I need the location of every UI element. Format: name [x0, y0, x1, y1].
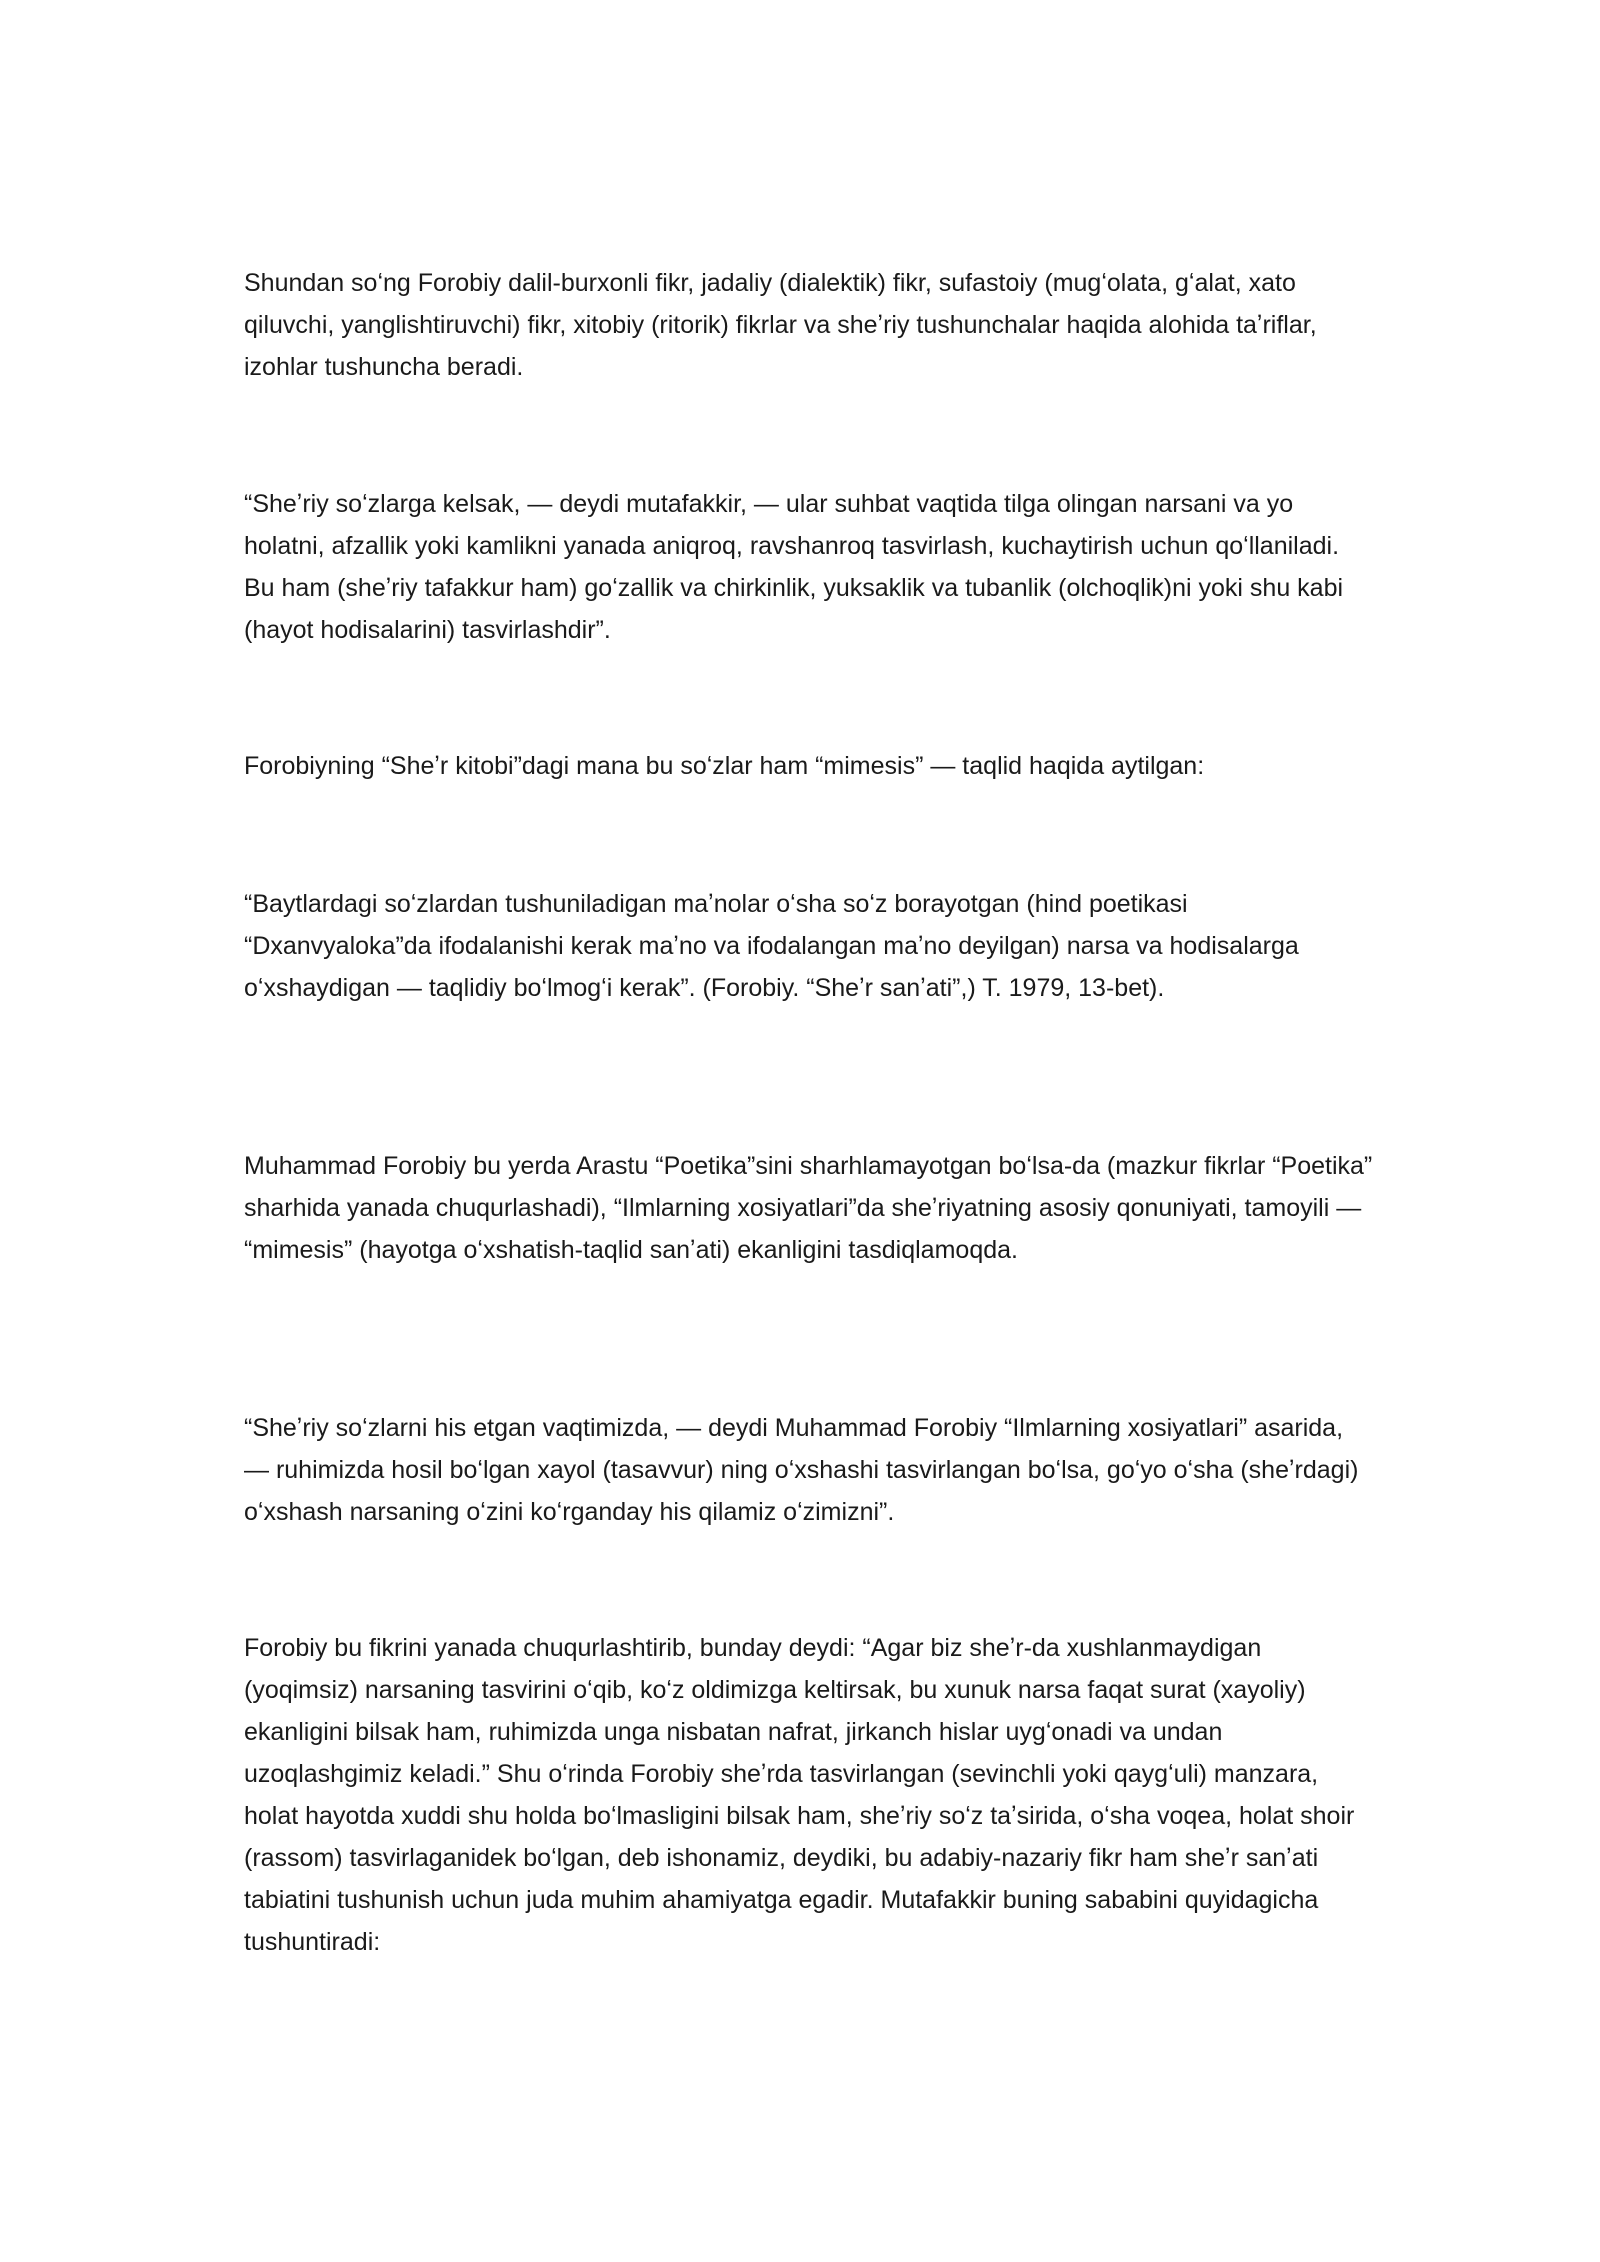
- paragraph-1: Shundan soʻng Forobiy dalil-burxonli fikr, jadaliy (dialektik) fikr, sufastoiy (mugʻolata, gʻalat, xato qiluvchi, yanglishtiruvchi) fikr, xitobiy (ritorik) fikrlar va sheʼriy tushunchalar haqida alohida taʼriflar, izohlar tushuncha beradi.: [244, 269, 1317, 381]
- paragraph-4: “Baytlardagi soʻzlardan tushuniladigan maʼnolar oʻsha soʻz borayotgan (hind poetikasi “Dxanvyaloka”da ifodalanishi kerak maʼno va ifodalangan maʼno deyilgan) narsa va hodisalarga oʻxshaydigan — taqlidiy boʻlmogʻi kerak”. (Forobiy. “Sheʼr sanʼati”,) T. 1979, 13-bet).: [244, 890, 1299, 1002]
- paragraph-7: Forobiy bu fikrini yanada chuqurlashtirib, bunday deydi: “Agar biz sheʼr-da xushlanmaydigan (yoqimsiz) narsaning tasvirini oʻqib, koʻz oldimizga keltirsak, bu xunuk narsa faqat surat (xayoliy) ekanligini bilsak ham, ruhimizda unga nisbatan nafrat, jirkanch hislar uygʻonadi va undan uzoqlashgimiz keladi.” Shu oʻrinda Forobiy sheʼrda tasvirlangan (sevinchli yoki qaygʻuli) manzara, holat hayotda xuddi shu holda boʻlmasligini bilsak ham, sheʼriy soʻz taʼsirida, oʻsha voqea, holat shoir (rassom) tasvirlaganidek boʻlgan, deb ishonamiz, deydiki, bu adabiy-nazariy fikr ham sheʼr sanʼati tabiatini tushunish uchun juda muhim ahamiyatga egadir. Mutafakkir buning sababini quyidagicha tushuntiradi:: [244, 1634, 1355, 1956]
- paragraph-5: Muhammad Forobiy bu yerda Arastu “Poetika”sini sharhlamayotgan boʻlsa-da (mazkur fikrlar “Poetika” sharhida yanada chuqurlashadi), “Ilmlarning xosiyatlari”da sheʼriyatning asosiy qonuniyati, tamoyili — “mimesis” (hayotga oʻxshatish-taqlid sanʼati) ekanligini tasdiqlamoqda.: [244, 1152, 1373, 1264]
- paragraph-2: “Sheʼriy soʻzlarga kelsak, — deydi mutafakkir, — ular suhbat vaqtida tilga olingan narsani va yo holatni, afzallik yoki kamlikni yanada aniqroq, ravshanroq tasvirlash, kuchaytirish uchun qoʻllaniladi. Bu ham (sheʼriy tafakkur ham) goʻzallik va chirkinlik, yuksaklik va tubanlik (olchoqlik)ni yoki shu kabi (hayot hodisalarini) tasvirlashdir”.: [244, 490, 1344, 644]
- paragraph-3: Forobiyning “Sheʼr kitobi”dagi mana bu soʻzlar ham “mimesis” — taqlid haqida aytilgan:: [244, 752, 1205, 780]
- paragraph-6: “Sheʼriy soʻzlarni his etgan vaqtimizda, — deydi Muhammad Forobiy “Ilmlarning xosiyatlari” asarida, — ruhimizda hosil boʻlgan xayol (tasavvur) ning oʻxshashi tasvirlangan boʻlsa, goʻyo oʻsha (sheʼrdagi) oʻxshash narsaning oʻzini koʻrganday his qilamiz oʻzimizni”.: [244, 1414, 1359, 1526]
